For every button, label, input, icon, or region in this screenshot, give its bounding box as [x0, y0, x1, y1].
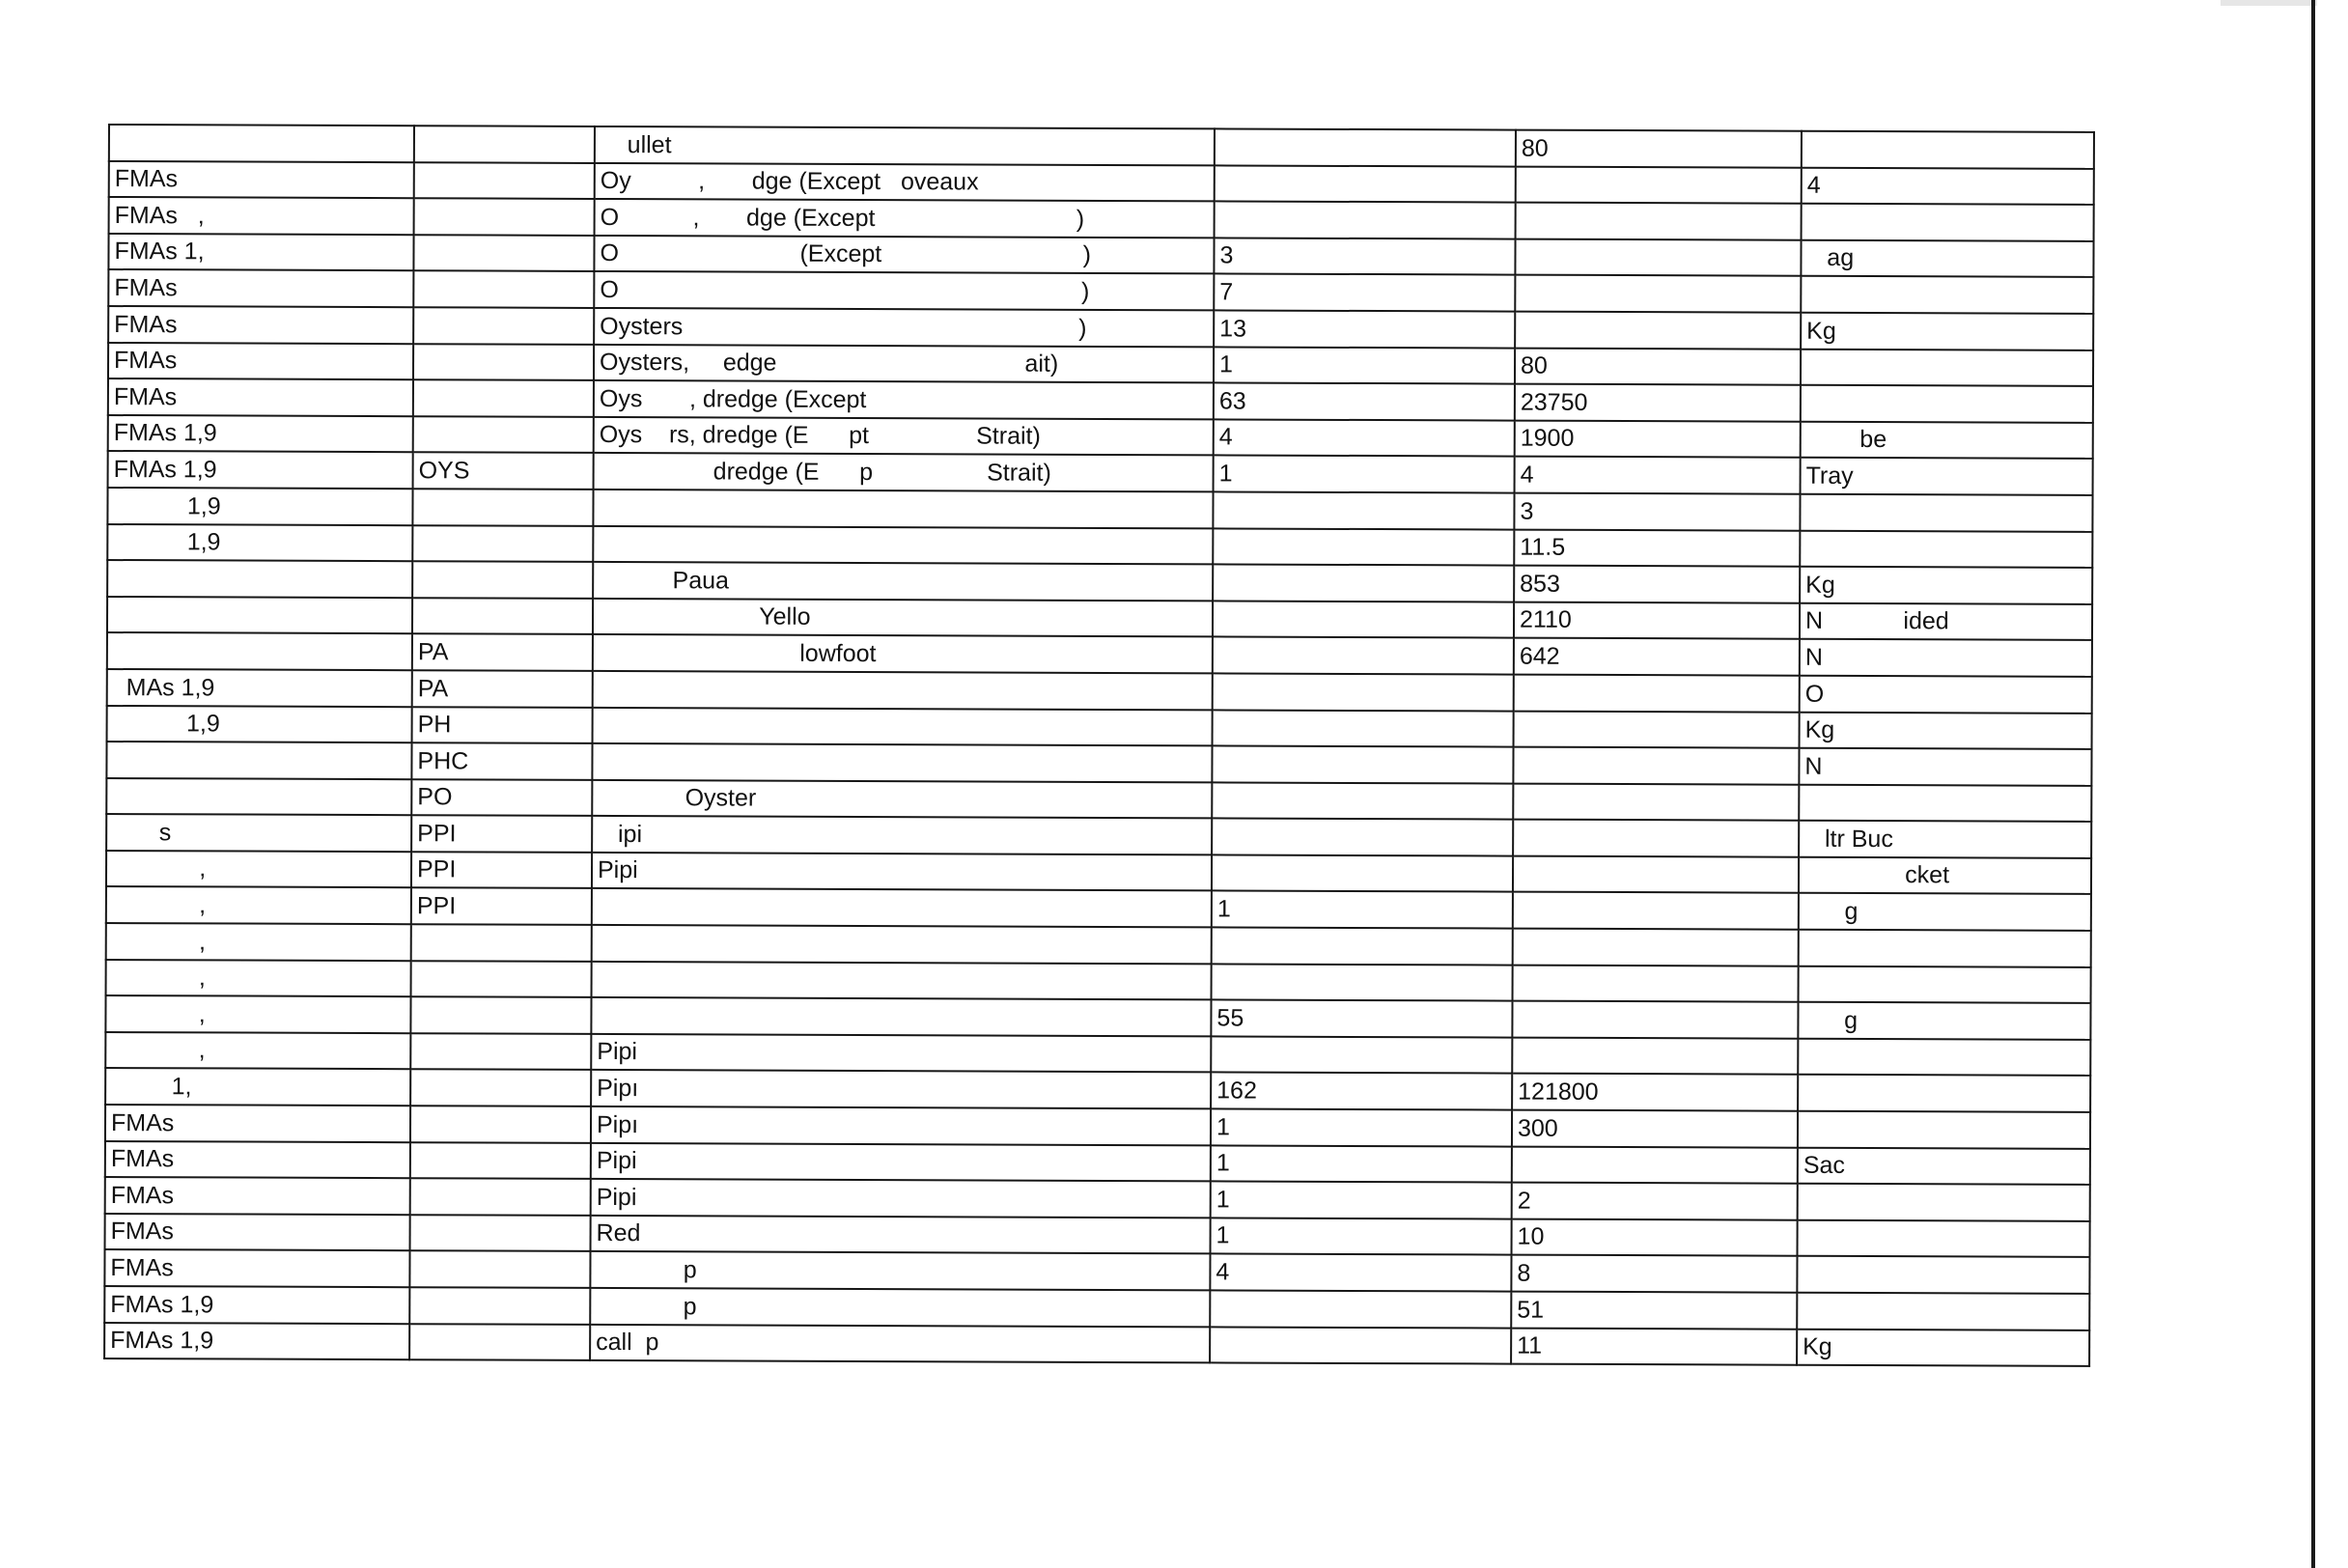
cell-area [107, 560, 412, 598]
cell-quantity [1512, 1037, 1798, 1075]
cell-code [409, 1324, 590, 1360]
cell-quantity: 3 [1514, 493, 1800, 531]
cell-species: Yello [593, 599, 1213, 637]
cell-code [409, 1287, 590, 1324]
cell-count: 4 [1210, 1254, 1511, 1292]
cell-quantity: 23750 [1515, 384, 1801, 422]
cell-area: FMAs [109, 161, 414, 199]
cell-quantity: 853 [1514, 566, 1800, 603]
cell-quantity [1515, 238, 1801, 276]
cell-code: PO [411, 779, 592, 816]
cell-species: Pipı [591, 1070, 1211, 1108]
cell-quantity [1513, 929, 1799, 966]
cell-quantity: 4 [1515, 457, 1801, 494]
cell-area [107, 632, 412, 670]
cell-species: O ) [594, 271, 1214, 310]
cell-code [413, 307, 594, 344]
cell-unit [1801, 349, 2093, 386]
cell-area: FMAs , [109, 197, 414, 235]
cell-unit [1799, 784, 2091, 822]
cell-count: 4 [1214, 419, 1515, 457]
cell-species: Pipi [591, 1179, 1211, 1218]
cell-unit [1799, 930, 2091, 967]
cell-count: 3 [1214, 238, 1515, 275]
cell-code [409, 1251, 590, 1288]
cell-species [592, 888, 1212, 927]
cell-count [1213, 528, 1514, 566]
cell-area: 1, [105, 1068, 410, 1106]
cell-code [410, 1142, 591, 1179]
cell-species [593, 490, 1213, 528]
cell-unit [1799, 966, 2091, 1003]
cell-quantity: 10 [1512, 1218, 1798, 1256]
cell-quantity [1513, 892, 1799, 930]
cell-count: 1 [1214, 456, 1515, 493]
cell-code [411, 924, 592, 961]
cell-species [591, 997, 1211, 1036]
cell-count: 55 [1211, 1000, 1512, 1038]
cell-species: Paua [593, 562, 1213, 601]
cell-area: FMAs [105, 1141, 410, 1179]
cell-quantity [1516, 203, 1802, 240]
cell-count: 162 [1211, 1073, 1512, 1110]
cell-unit [1801, 276, 2093, 314]
cell-unit: N [1800, 639, 2092, 677]
cell-area: , [105, 995, 410, 1033]
cell-count: 63 [1214, 383, 1515, 421]
cell-code: PHC [411, 742, 592, 779]
cell-area: , [106, 960, 411, 997]
cell-area: FMAs 1,9 [108, 451, 413, 489]
cell-unit: N [1799, 748, 2091, 786]
cell-area: , [105, 1032, 410, 1070]
cell-unit: Kg [1801, 313, 2093, 350]
cell-quantity: 8 [1511, 1255, 1797, 1293]
cell-species: O , dge (Except ) [595, 199, 1215, 238]
cell-species: Oysters ) [594, 308, 1214, 347]
cell-species: p [590, 1288, 1210, 1327]
cell-code [410, 1033, 591, 1070]
cell-quantity [1515, 275, 1801, 313]
cell-unit: cket [1799, 857, 2091, 895]
cell-code [412, 561, 593, 598]
cell-species: Oysters, edge ait) [594, 344, 1214, 382]
cell-code: PH [412, 707, 593, 743]
cell-area [107, 597, 412, 634]
cell-unit: be [1801, 421, 2093, 459]
cell-species: Oys , dredge (Except [594, 380, 1214, 419]
cell-count [1212, 927, 1513, 965]
cell-quantity: 11.5 [1514, 529, 1800, 567]
cell-count [1213, 710, 1514, 747]
cell-count [1211, 1036, 1512, 1074]
cell-unit: Sac [1798, 1147, 2090, 1185]
cell-code [410, 1178, 591, 1215]
cell-area: FMAs 1,9 [104, 1286, 409, 1324]
table-container [103, 124, 2093, 1367]
cell-species: lowfoot [593, 634, 1213, 673]
cell-area [109, 125, 414, 162]
cell-unit [1802, 131, 2094, 169]
cell-species [593, 525, 1213, 564]
cell-count [1212, 964, 1513, 1001]
cell-species: Pipı [591, 1106, 1211, 1145]
cell-unit [1801, 385, 2093, 423]
cell-unit: g [1798, 1002, 2090, 1040]
cell-unit [1800, 530, 2092, 568]
cell-count [1212, 782, 1513, 820]
cell-code [413, 271, 594, 308]
cell-code [413, 235, 594, 271]
cell-unit: N ided [1800, 602, 2092, 640]
cell-area [106, 778, 411, 816]
cell-code [412, 489, 593, 525]
cell-count [1212, 745, 1513, 783]
cell-unit [1798, 1220, 2090, 1258]
cell-quantity [1514, 675, 1800, 713]
cell-count [1215, 165, 1516, 203]
cell-count: 1 [1211, 1108, 1512, 1146]
cell-area: , [106, 886, 411, 924]
cell-code: OYS [413, 453, 594, 490]
cell-species: O (Except ) [594, 236, 1214, 274]
cell-species: dredge (E p Strait) [594, 453, 1214, 491]
cell-species: Oy , dge (Except oveaux [595, 163, 1215, 202]
cell-quantity [1513, 965, 1799, 1002]
cell-count [1213, 637, 1514, 675]
cell-count [1215, 128, 1516, 166]
scan-shadow [2221, 0, 2317, 6]
cell-unit: 4 [1802, 167, 2094, 205]
cell-species: ipi [592, 816, 1212, 854]
cell-area: FMAs [104, 1249, 409, 1287]
cell-code [413, 344, 594, 380]
cell-quantity [1514, 711, 1800, 748]
cell-code [414, 126, 595, 162]
cell-quantity: 1900 [1515, 420, 1801, 458]
cell-species: Pipi [591, 1034, 1211, 1073]
cell-count [1213, 491, 1514, 529]
cell-area: , [106, 923, 411, 961]
cell-code [410, 996, 591, 1033]
cell-quantity: 121800 [1512, 1074, 1798, 1111]
cell-area: , [106, 851, 411, 888]
cell-species: Red [591, 1216, 1211, 1254]
cell-species: Oyster [592, 780, 1212, 819]
cell-species: ullet [595, 126, 1215, 165]
cell-quantity [1513, 783, 1799, 821]
cell-area: FMAs [108, 343, 413, 380]
cell-code [410, 1106, 591, 1142]
cell-species [593, 707, 1213, 745]
cell-unit: Tray [1801, 458, 2093, 495]
cell-area: 1,9 [107, 488, 412, 525]
cell-unit: Kg [1800, 567, 2092, 604]
cell-quantity [1512, 1146, 1798, 1184]
cell-code: PA [412, 670, 593, 707]
data-table [103, 124, 2095, 1367]
cell-code [414, 198, 595, 235]
cell-area: s [106, 814, 411, 852]
cell-unit [1802, 204, 2094, 241]
cell-code [410, 1215, 591, 1251]
cell-species: Pipi [592, 853, 1212, 891]
cell-quantity [1516, 166, 1802, 204]
cell-unit: ag [1801, 240, 2093, 278]
cell-area: FMAs [105, 1177, 410, 1215]
cell-unit [1798, 1039, 2090, 1077]
cell-quantity [1513, 747, 1799, 785]
cell-area: FMAs 1,9 [108, 415, 413, 453]
cell-code: PPI [411, 888, 592, 925]
cell-area: FMAs [108, 378, 413, 416]
cell-area: FMAs 1, [108, 234, 413, 271]
cell-quantity [1512, 1001, 1798, 1039]
cell-count [1213, 565, 1514, 602]
cell-count: 1 [1214, 347, 1515, 384]
cell-quantity [1515, 312, 1801, 350]
cell-count [1213, 673, 1514, 711]
cell-unit: ltr Buc [1799, 821, 2091, 858]
cell-unit [1797, 1293, 2089, 1330]
cell-quantity: 2110 [1514, 602, 1800, 639]
cell-code [414, 162, 595, 199]
cell-species [592, 743, 1212, 782]
cell-area: FMAs 1,9 [104, 1323, 409, 1360]
cell-code [413, 416, 594, 453]
cell-quantity: 11 [1511, 1328, 1797, 1365]
table-row [104, 1323, 2089, 1366]
cell-area: FMAs [105, 1105, 410, 1142]
cell-count: 1 [1211, 1218, 1512, 1255]
cell-count: 13 [1214, 310, 1515, 348]
cell-area: FMAs [108, 269, 413, 307]
cell-species: call p [590, 1325, 1210, 1363]
cell-area: FMAs [105, 1214, 410, 1251]
cell-count: 1 [1211, 1182, 1512, 1219]
table-body [104, 125, 2094, 1366]
cell-count [1210, 1290, 1511, 1328]
cell-quantity: 80 [1516, 130, 1802, 168]
cell-code [412, 598, 593, 634]
cell-area: FMAs [108, 306, 413, 344]
cell-code [411, 961, 592, 997]
cell-count [1210, 1327, 1511, 1364]
cell-count: 1 [1211, 1145, 1512, 1183]
cell-unit [1798, 1184, 2090, 1221]
cell-unit: O [1800, 676, 2092, 714]
cell-area [106, 742, 411, 779]
cell-area: 1,9 [107, 524, 412, 562]
cell-count [1215, 202, 1516, 239]
cell-quantity: 51 [1511, 1292, 1797, 1330]
cell-code: PA [412, 634, 593, 671]
cell-species [592, 962, 1212, 1000]
cell-unit: Kg [1797, 1329, 2089, 1366]
cell-count [1212, 819, 1513, 856]
cell-species: p [590, 1251, 1210, 1290]
cell-species: Oys rs, dredge (E pt Strait) [594, 417, 1214, 456]
cell-area: MAs 1,9 [107, 669, 412, 707]
cell-code: PPI [411, 852, 592, 888]
cell-quantity: 80 [1515, 348, 1801, 385]
cell-code: PPI [411, 815, 592, 852]
cell-count: 1 [1212, 891, 1513, 929]
scan-edge [2311, 0, 2315, 1568]
cell-quantity: 300 [1512, 1110, 1798, 1148]
cell-count [1212, 854, 1513, 892]
cell-species: Pipi [591, 1143, 1211, 1182]
cell-code [413, 379, 594, 416]
cell-code [410, 1070, 591, 1106]
cell-quantity [1513, 855, 1799, 893]
cell-quantity [1513, 820, 1799, 857]
cell-quantity: 2 [1512, 1183, 1798, 1220]
cell-quantity: 642 [1514, 638, 1800, 676]
cell-unit [1798, 1075, 2090, 1112]
cell-species [593, 671, 1213, 710]
cell-unit [1800, 494, 2092, 532]
cell-count: 7 [1214, 274, 1515, 312]
cell-count [1213, 601, 1514, 638]
cell-unit: Kg [1800, 712, 2092, 749]
cell-unit: g [1799, 893, 2091, 931]
cell-unit [1797, 1256, 2089, 1294]
cell-code [412, 525, 593, 562]
cell-area: 1,9 [107, 705, 412, 742]
cell-unit [1798, 1111, 2090, 1149]
cell-species [592, 925, 1212, 964]
